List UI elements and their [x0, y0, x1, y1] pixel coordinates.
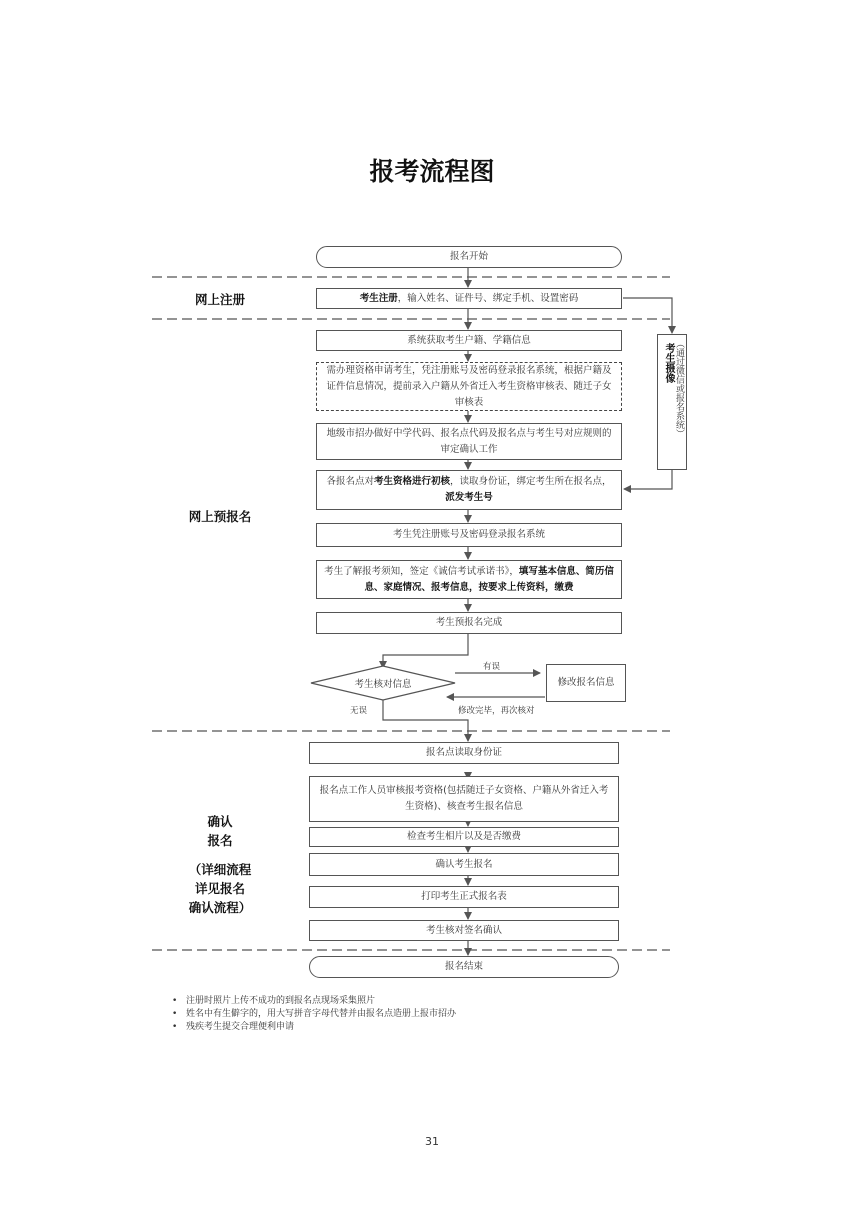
confirm-step: 确认考生报名 — [309, 853, 619, 876]
no-error-line — [383, 700, 468, 741]
city-office-step: 地级市招办做好中学代码、报名点代码及报名点与考生号对应规则的审定确认工作 — [316, 423, 622, 460]
qualification-apply-step: 需办理资格申请考生，凭注册账号及密码登录报名系统，根据户籍及证件信息情况，提前录入户籍从外省迁入考生资格审核表、随迁子女审核表 — [316, 362, 622, 411]
end-step: 报名结束 — [309, 956, 619, 978]
list-item: • 注册时照片上传不成功的到报名点现场采集照片 — [172, 996, 376, 1006]
error-label: 有误 — [483, 662, 501, 672]
get-info-step: 系统获取考生户籍、学籍信息 — [316, 330, 622, 351]
footnotes — [172, 995, 456, 1034]
photo-side-box — [657, 334, 687, 470]
section-label-register: 网上注册 — [194, 292, 245, 307]
read-id-step: 报名点读取身份证 — [309, 742, 619, 764]
fill-info-step: 考生了解报考须知，签定《诚信考试承诺书》，填写基本信息、简历信息、家庭情况、报考信息，按要求上传资料，缴费 — [316, 560, 622, 599]
check-info-label: 考生核对信息 — [354, 679, 412, 690]
register-step-bold: 考生注册 — [359, 292, 398, 304]
list-item: • 残疾考生提交合理便利申请 — [172, 1022, 295, 1032]
start-step: 报名开始 — [316, 246, 622, 268]
photo-fee-step: 检查考生相片以及是否缴费 — [309, 827, 619, 847]
print-step: 打印考生正式报名表 — [309, 886, 619, 908]
photo-side-text: 考生摄像 — [663, 343, 674, 383]
sign-step: 考生核对签名确认 — [309, 920, 619, 941]
section-label-prereg: 网上预报名 — [188, 509, 252, 524]
page-number: 31 — [425, 1135, 439, 1148]
modify-info-step: 修改报名信息 — [546, 664, 626, 702]
list-item: • 姓名中有生僻字的，用大写拼音字母代替并由报名点造册上报市招办 — [172, 1009, 457, 1019]
prereg-done-step: 考生预报名完成 — [316, 612, 622, 634]
recheck-label: 修改完毕，再次核对 — [458, 706, 535, 716]
photo-path-top — [623, 298, 672, 333]
photo-side-subtext: （通过微信或报名系统） — [674, 339, 684, 438]
point-check-step: 各报名点对考生资格进行初核，读取身份证，绑定考生所在报名点，派发考生号 — [316, 470, 622, 510]
section-label-confirm: 确认 报名 （详细流程 详见报名 确认流程） — [188, 814, 252, 915]
login-step: 考生凭注册账号及密码登录报名系统 — [316, 523, 622, 547]
staff-review-step: 报名点工作人员审核报考资格(包括随迁子女资格、户籍从外省迁入考生资格)、核查考生报名信息 — [309, 776, 619, 822]
to-decision-line — [383, 634, 468, 668]
page-title: 报考流程图 — [369, 157, 495, 186]
photo-path-bottom — [624, 470, 672, 489]
register-step: 考生注册，输入姓名、证件号、绑定手机、设置密码 — [316, 288, 622, 309]
no-error-label: 无误 — [350, 706, 368, 716]
